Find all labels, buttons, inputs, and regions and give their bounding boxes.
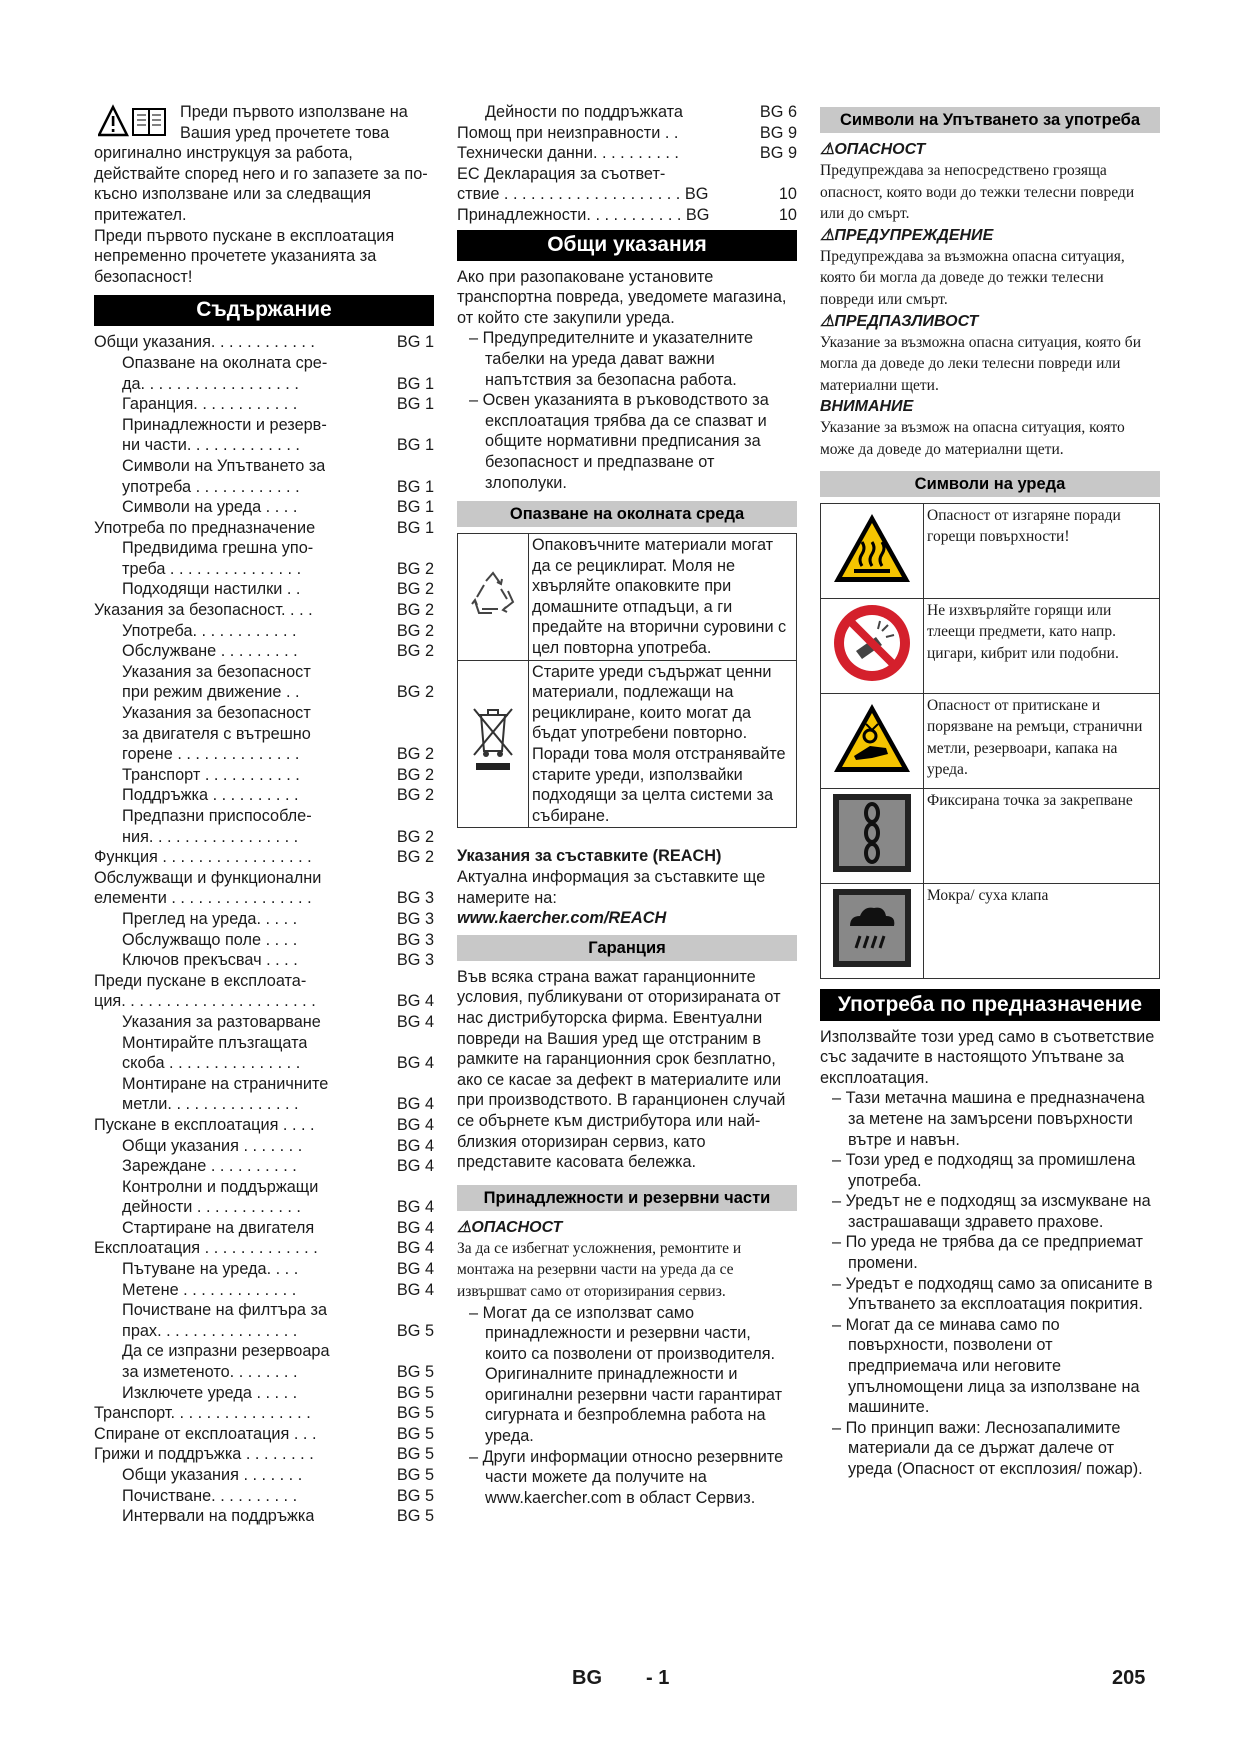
toc-entry-page: BG 1 [396,374,434,393]
device-symbol-row [821,693,1160,788]
toc-entry[interactable] [457,205,797,226]
toc-entry-title: Общи указания . . . . . . . [122,1466,303,1484]
toc-entry-page: BG 4 [396,1054,434,1073]
toc-entry[interactable] [94,991,434,1012]
toc-entry-page [428,1300,434,1321]
environment-row [458,660,797,828]
toc-entry-page: 10 [778,185,797,204]
toc-entry[interactable] [94,703,434,724]
toc-entry-page [428,415,434,436]
device-symbols-heading: Символи на уреда [820,471,1160,497]
toc-entry[interactable] [457,184,797,205]
warranty-heading: Гаранция [457,935,797,961]
toc-entry[interactable] [94,600,434,621]
toc-entry-page [428,724,434,745]
footer-page-number: 205 [1112,1667,1146,1689]
general-bullet: – Предупредителните и указателните табелки на уреда дават важни напътствия за безопасна работа. [469,329,754,389]
intended-use-bullet: – По принцип важи: Леснозапалимите материали да се държат далече от уреда (Опасност от експлозия/ пожар). [832,1418,1143,1478]
toc-entry-title: Пътуване на уреда. . . . [122,1260,299,1279]
toc-entry[interactable] [94,497,434,518]
toc-entry[interactable] [94,1033,434,1054]
toc-entry-page: BG 1 [396,436,434,455]
toc-entry[interactable] [94,909,434,930]
toc-entry[interactable] [94,1424,434,1445]
toc-entry-page [428,456,434,477]
toc-entry-title: Употреба. . . . . . . . . . . . [122,621,297,640]
hot-surface-icon [821,503,924,598]
toc-entry[interactable] [94,394,434,415]
toc-entry[interactable] [94,456,434,477]
toc-entry[interactable] [457,143,797,164]
toc-entry-page: BG 5 [396,1363,434,1382]
toc-entry-page [428,1177,434,1198]
toc-entry-page [428,868,434,889]
toc-entry-page: 10 [778,205,797,224]
device-symbol-text: Не изхвърляйте горящи или тлеещи предмети, като напр. цигари, кибрит или подобни. [924,598,1160,693]
toc-entry-title: при режим движение . . [122,683,300,702]
symbols-manual-heading: Символи на Упътването за употреба [820,107,1160,133]
toc-entry-page: BG 3 [396,930,434,949]
toc-entry-title: Монтирайте плъзгащата [122,1033,308,1052]
toc-entry[interactable] [94,538,434,559]
signal-danger: ⚠ОПАСНОСТ [820,141,926,158]
toc-entry-title: Грижи и поддръжка . . . . . . . . [94,1445,314,1464]
toc-entry-page: BG 5 [396,1445,434,1464]
toc-entry-page: BG 3 [396,909,434,928]
toc-entry[interactable] [94,1218,434,1239]
toc-entry[interactable] [94,1094,434,1115]
signal-danger-text: Предупреждава за непосредствено грозяща опасност, която води до тежки телесни повреди или до смърт. [820,162,1135,223]
toc-entry-title: ЕС Декларация за съответ- [457,164,666,183]
toc-entry[interactable] [94,847,434,868]
toc-entry-page: BG 4 [396,992,434,1011]
intended-use-bullet: – Уредът е подходящ само за описаните в Упътването за експлоатация покрития. [832,1274,1153,1314]
toc-entry-page: BG 2 [396,745,434,764]
toc-entry-title: Обслужване . . . . . . . . . [122,642,298,661]
toc-entry[interactable] [94,1012,434,1033]
toc-entry-page: BG 5 [396,1321,434,1340]
toc-entry[interactable] [94,477,434,498]
toc-entry-title: Ключов прекъсвач . . . . [122,951,298,970]
toc-entry-title: горене . . . . . . . . . . . . . . [122,745,300,764]
toc-entry-page: BG 4 [396,1095,434,1114]
toc-entry-title: Гаранция. . . . . . . . . . . . [122,395,298,414]
toc-entry-title: за изметеното. . . . . . . . [122,1363,298,1382]
toc-entry-page: BG 4 [396,1115,434,1134]
environment-row [458,534,797,661]
intended-use-bullet: – Този уред е подходящ за промишлена употреба. [832,1151,1136,1190]
column-2 [457,102,797,1508]
toc-entry[interactable] [94,1444,434,1465]
toc-entry[interactable] [94,1238,434,1259]
toc-entry[interactable] [94,765,434,786]
toc-entry-title: Транспорт . . . . . . . . . . . [122,765,300,784]
intended-use-bullet: – По уреда не трябва да се предприемат промени. [832,1233,1143,1273]
parts-danger-signal: ⚠ОПАСНОСТ [457,1218,563,1236]
signal-caution: ⚠ПРЕДПАЗЛИВОСТ [820,312,979,330]
signal-caution-text: Указание за възможна опасна ситуация, която би могла да доведе до леки телесни повреди или материални щети. [820,333,1141,394]
toc-entry-page: BG 1 [396,395,434,414]
toc-entry-page: BG 1 [396,477,434,496]
toc-entry-title: Указания за безопасност [122,662,311,681]
toc-entry[interactable] [94,1115,434,1136]
signal-warning: ⚠ПРЕДУПРЕЖДЕНИЕ [820,226,994,244]
toc-entry-title: Експлоатация . . . . . . . . . . . . . [94,1239,318,1258]
toc-entry[interactable] [94,682,434,703]
toc-entry-page: BG 2 [396,621,434,640]
toc-entry[interactable] [94,621,434,642]
toc-entry-page: BG 2 [396,683,434,702]
toc-heading: Съдържание [94,295,434,326]
device-symbol-row [821,503,1160,598]
toc-entry-page [428,662,434,683]
intended-use-list [820,1088,1160,1479]
toc-entry-title: Символи на уреда . . . . [122,498,298,517]
toc-entry-title: Почистване. . . . . . . . . . [122,1486,298,1505]
toc-entry-title: Принадлежности. . . . . . . . . . . BG [457,205,710,224]
toc-entry[interactable] [94,518,434,539]
toc-entry-page: BG 1 [396,518,434,537]
toc-entry-title: Технически данни. . . . . . . . . . [457,144,679,163]
toc-entry[interactable] [94,641,434,662]
toc-entry-title: Указания за безопасност [122,704,311,723]
toc-entry-title: Принадлежности и резерв- [122,415,327,434]
toc-entry-title: треба . . . . . . . . . . . . . . . [122,559,302,578]
toc-entry-title: Почистване на филтъра за [122,1301,328,1320]
toc-entry[interactable] [94,1321,434,1342]
toc-entry[interactable] [94,1053,434,1074]
column-1 [94,102,434,1527]
toc-entry[interactable] [94,724,434,745]
toc-entry-page [428,1074,434,1095]
toc-entry[interactable] [94,785,434,806]
intro-rest: оригинално инструкцуя за работа, действайте според него и го запазете за по-късно използване или за следващия притежател. [94,144,428,224]
toc-entry-page [428,1033,434,1054]
toc-entry-title: ни части. . . . . . . . . . . . . [122,436,300,455]
toc-entry[interactable] [94,1362,434,1383]
toc-entry-title: Метене . . . . . . . . . . . . . [122,1280,297,1299]
no-burning-items-icon [821,598,924,693]
toc-entry-title: елементи . . . . . . . . . . . . . . . . [94,889,312,908]
toc-entry[interactable] [94,415,434,436]
crossed-bin-icon [458,660,529,828]
toc-entry-title: Пускане в експлоатация . . . . [94,1115,315,1134]
toc-entry-title: дейности . . . . . . . . . . . . [122,1198,301,1217]
toc-entry-page: BG 6 [759,103,797,121]
toc-entry-title: Дейности по поддръжката [485,103,683,121]
toc-entry[interactable] [94,888,434,909]
toc-entry-page: BG 1 [396,333,434,352]
toc-entry[interactable] [94,1341,434,1362]
toc-entry-page: BG 5 [396,1383,434,1402]
toc-entry[interactable] [94,332,434,353]
toc-entry-title: Символи на Упътването за [122,456,326,475]
toc-entry-page: BG 2 [396,827,434,846]
environment-table [457,533,797,828]
toc-entry[interactable] [94,1486,434,1507]
toc-entry[interactable] [94,1259,434,1280]
device-symbol-text: Мокра/ суха клапа [924,883,1160,978]
intro-line1: Преди първото използване на [180,103,408,121]
toc-entry-title: Зареждане . . . . . . . . . . [122,1157,297,1176]
toc-entry-page: BG 2 [396,765,434,784]
intended-use-bullet: – Тази метачна машина е предназначена за метене на замърсени повърхности вътре и навън. [832,1089,1145,1149]
toc-entry-title: Обслужващи и функционални [94,868,322,887]
toc-entry-page: BG 3 [396,951,434,970]
device-symbol-row [821,883,1160,978]
toc-entry-title: Предпазни приспособле- [122,807,312,825]
recycle-icon [458,534,529,661]
intro-line2: Вашия уред прочетете това [180,123,390,142]
toc-entry-title: да. . . . . . . . . . . . . . . . . . [122,374,299,393]
toc-entry[interactable] [94,374,434,395]
device-symbol-text: Опасност от притискане и порязване на ремъци, странични метли, резервоари, капака на уреда. [924,693,1160,788]
toc-entry[interactable] [94,1074,434,1095]
toc-entry-page: BG 2 [396,786,434,805]
toc-entry-title: Опазване на околната сре- [122,353,328,372]
toc-entry-title: Помощ при неизправности . . [457,123,679,142]
toc-entry[interactable] [457,164,797,185]
toc-entry-title: прах. . . . . . . . . . . . . . . . [122,1321,298,1340]
toc-entry-title: Подходящи настилки . . [122,580,301,599]
toc-entry-title: Указания за разтоварване [122,1012,321,1031]
toc-entry-title: Изключете уреда . . . . . [122,1383,298,1402]
toc-entry[interactable] [94,950,434,971]
reach-text: Актуална информация за съставките ще намерите на: [457,868,766,907]
footer-local-page: - 1 [646,1667,670,1689]
toc-entry-title: Монтиране на страничните [122,1074,329,1093]
toc-entry-page [428,703,434,724]
column-3 [820,102,1160,1480]
toc-entry-title: Интервали на поддръжка [122,1507,315,1526]
toc-entry-title: Общи указания. . . . . . . . . . . . [94,333,315,352]
toc-entry-title: Функция . . . . . . . . . . . . . . . . . [94,848,312,867]
environment-text: Опаковъчните материали могат да се рециклират. Моля не хвърляйте опаковките при домашните отпадъци, а ги предайте на вторични суровини с цел повторна употреба. [529,534,797,661]
toc-entry-page: BG 5 [396,1486,434,1505]
general-bullet: – Освен указанията в ръководството за експлоатация трябва да се спазват и общите нормативни предписания за безопасност и предпазване от злополуки. [469,391,769,492]
toc-entry[interactable] [94,930,434,951]
footer-language: BG [572,1667,602,1689]
toc-entry-title: Преглед на уреда. . . . . [122,909,298,928]
parts-bullet: – Могат да се използват само принадлежности и резервни части, които са позволени от производителя. Оригиналните принадлежности и оригинални резервни части гарантират сигурната и безпроблемна работа на уреда. [469,1303,783,1446]
signal-notice-text: Указание за възмож на опасна ситуация, която може да доведе до материални щети. [820,419,1125,458]
toc-entry[interactable] [94,1136,434,1157]
toc-entry[interactable] [94,744,434,765]
toc-entry[interactable] [457,102,797,123]
parts-heading: Принадлежности и резервни части [457,1185,797,1211]
toc-entry-page: BG 5 [396,1404,434,1423]
toc-entry-page: BG 5 [396,1507,434,1526]
signal-warning-text: Предупреждава за възможна опасна ситуация, която би могла да доведе до тежки телесни повреди или смърт. [820,247,1125,308]
toc-entry-title: Спиране от експлоатация . . . [94,1424,317,1443]
toc-entry-title: Стартиране на двигателя [122,1218,315,1237]
toc-entry[interactable] [94,1280,434,1301]
toc-entry-title: ция. . . . . . . . . . . . . . . . . . . . . . [94,992,316,1011]
environment-text: Старите уреди съдържат ценни материали, подлежащи на рециклиране, които могат да бъдат употребени повторно. Поради това моля отстранявайте старите уреди, използвайки подходящи за целта системи за събиране. [529,660,797,828]
toc-entry-page: BG 4 [396,1280,434,1299]
toc-entry-title: Употреба по предназначение [94,518,316,537]
toc-entry-page: BG 9 [759,144,797,163]
parts-bullet: – Други информации относно резервните части можете да получите на www.kaercher.com в област Сервиз. [469,1447,784,1507]
toc-entry-page [428,806,434,827]
toc-entry-page [428,1341,434,1362]
toc-entry-title: Преди пускане в експлоата- [94,971,307,990]
hand-crush-icon [821,693,924,788]
signal-notice: ВНИМАНИЕ [820,398,914,416]
toc-entry-title: ствие . . . . . . . . . . . . . . . . . . . . BG [457,185,709,204]
toc-entry[interactable] [94,827,434,848]
device-symbol-row [821,788,1160,883]
toc-entry[interactable] [94,579,434,600]
reach-title: Указания за съставките (REACH) [457,847,722,866]
toc-entry[interactable] [94,1300,434,1321]
toc-entry-title: скоба . . . . . . . . . . . . . . . [122,1054,301,1073]
toc-entry-page: BG 9 [759,123,797,142]
intended-use-paragraph: Използвайте този уред само в съответствие със задачите в настоящото Упътване за експлоатация. [820,1027,1155,1087]
toc-entry[interactable] [94,1506,434,1527]
toc-entry-page: BG 4 [396,1012,434,1031]
toc-entry[interactable] [94,1197,434,1218]
toc-entry[interactable] [94,435,434,456]
device-symbols-table [820,503,1160,979]
toc-entry-page [428,971,434,992]
toc-entry-page [791,164,797,185]
toc-entry-title: Контролни и поддържащи [122,1177,319,1196]
toc-entry-page: BG 2 [396,601,434,620]
general-heading: Общи указания [457,230,797,261]
toc-entry-title: за двигателя с вътрешно [122,724,311,743]
toc-entry-page [428,538,434,559]
general-paragraph: Ако при разопаковане установите транспортна повреда, уведомете магазина, от който сте закупили уреда. [457,267,787,327]
intended-use-bullet: – Уредът не е подходящ за изсмукване на застрашаващи здравето прахове. [832,1192,1151,1231]
toc-entry-title: Предвидима грешна упо- [122,539,314,558]
toc-entry-title: Обслужващо поле . . . . [122,930,298,949]
toc-entry-title: Указания за безопасност. . . . [94,601,313,620]
toc-entry-page: BG 4 [396,1218,434,1237]
toc-entry[interactable] [94,1177,434,1198]
toc-entry[interactable] [457,123,797,144]
toc-entry-page: BG 2 [396,848,434,867]
toc-entry[interactable] [94,971,434,992]
device-symbol-text: Фиксирана точка за закрепване [924,788,1160,883]
intro-block [94,102,434,287]
chain-fixing-icon [821,788,924,883]
toc-entry[interactable] [94,868,434,889]
toc-entry-page: BG 4 [396,1239,434,1258]
wet-dry-flap-icon [821,883,924,978]
toc-entry-page: BG 4 [396,1260,434,1279]
toc-entry[interactable] [94,559,434,580]
table-of-contents-continued [457,102,797,226]
toc-entry-title: Общи указания . . . . . . . [122,1136,303,1155]
toc-entry-title: употреба . . . . . . . . . . . . [122,477,300,496]
toc-entry-page [428,353,434,374]
toc-entry-page: BG 3 [396,889,434,908]
table-of-contents [94,332,434,1526]
environment-heading: Опазване на околната среда [457,501,797,527]
parts-danger-text: За да се избегнат усложнения, ремонтите и монтажа на резервни части на уреда да се извършват само от оторизирания сервиз. [457,1239,742,1300]
intro-para2: Преди първото пускане в експлоатация непременно прочетете указанията за безопасност! [94,226,395,286]
toc-entry-title: Да се изпразни резервоара [122,1342,330,1361]
toc-entry-title: ния. . . . . . . . . . . . . . . . . [122,827,299,846]
intended-use-bullet: – Могат да се минава само по повърхности, позволени от предприемача или неговите упълномощени лица за използване на машините. [832,1315,1140,1417]
toc-entry-title: метли. . . . . . . . . . . . . . . [122,1095,299,1114]
toc-entry[interactable] [94,1403,434,1424]
toc-entry-page: BG 2 [396,642,434,661]
reach-link[interactable]: www.kaercher.com/REACH [457,909,667,928]
toc-entry-page: BG 1 [396,498,434,517]
toc-entry-page: BG 2 [396,559,434,578]
toc-entry[interactable] [94,1156,434,1177]
toc-entry[interactable] [94,806,434,827]
toc-entry[interactable] [94,353,434,374]
toc-entry[interactable] [94,662,434,683]
toc-entry[interactable] [94,1465,434,1486]
device-symbol-row [821,598,1160,693]
toc-entry-page: BG 4 [396,1136,434,1155]
intended-use-heading: Употреба по предназначение [820,989,1160,1021]
warning-manual-icons [98,104,168,140]
toc-entry-page: BG 5 [396,1424,434,1443]
toc-entry[interactable] [94,1383,434,1404]
toc-entry-page: BG 4 [396,1198,434,1217]
device-symbol-text: Опасност от изгаряне поради горещи повърхности! [924,503,1160,598]
toc-entry-page: BG 2 [396,580,434,599]
warranty-text: Във всяка страна важат гаранционните условия, публикувани от оторизираната от нас дистрибуторска фирма. Евентуални повреди на Вашия уред ще отстраним в рамките на гаранционния срок безплатно, ако се касае за дефект в материалите или при производството. В гаранционен случай се обърнете към дистрибутора или най-близкия оторизиран сервиз, като представите касовата бележка. [457,967,786,1172]
toc-entry-title: Транспорт. . . . . . . . . . . . . . . . [94,1404,311,1423]
toc-entry-page: BG 5 [396,1466,434,1484]
toc-entry-page: BG 4 [396,1157,434,1176]
toc-entry-title: Поддръжка . . . . . . . . . . [122,786,299,805]
